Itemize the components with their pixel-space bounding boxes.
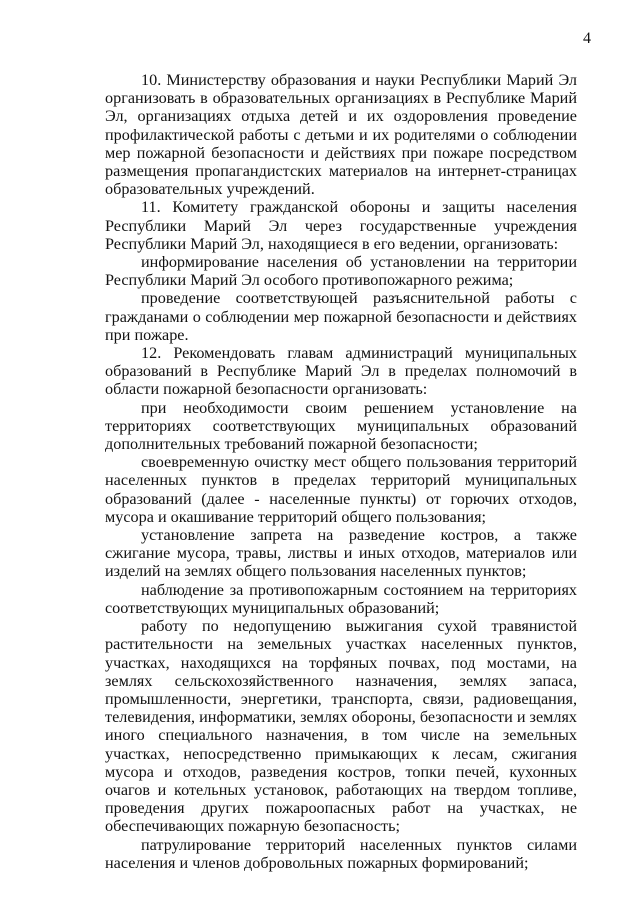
paragraph-11-informing: информирование населения об установлении на территории Республики Марий Эл особого противопожарного режима; bbox=[105, 253, 577, 290]
page-number: 4 bbox=[583, 30, 591, 47]
paragraph-11: 11. Комитету гражданской обороны и защиты населения Республики Марий Эл через государственные учреждения Республики Марий Эл, находящиеся в его ведении, организовать: bbox=[105, 198, 577, 253]
paragraph-11-explanatory-work: проведение соответствующей разъяснительной работы с гражданами о соблюдении мер пожарной безопасности и действиях при пожаре. bbox=[105, 289, 577, 344]
paragraph-12-cleaning: своевременную очистку мест общего пользования территорий населенных пунктов в пределах территорий муниципальных образований (далее - населенные пункты) от горючих отходов, мусора и окашивание территорий общего пользования; bbox=[105, 453, 577, 526]
paragraph-10: 10. Министерству образования и науки Республики Марий Эл организовать в образовательных организациях в Республике Марий Эл, организациях отдыха детей и их оздоровления проведение профилактической работы с детьми и их родителями о соблюдении мер пожарной безопасности и действиях при пожаре посредством размещения пропагандистских материалов на интернет-страницах образовательных учреждений. bbox=[105, 71, 577, 199]
paragraph-12-additional-requirements: при необходимости своим решением установление на территориях соответствующих муниципальных образований дополнительных требований пожарной безопасности; bbox=[105, 398, 577, 454]
paragraph-12-burning-ban: установление запрета на разведение костров, а также сжигание мусора, травы, листвы и иных отходов, материалов или изделий на землях общего пользования населенных пунктов; bbox=[105, 526, 577, 581]
paragraph-12-monitoring: наблюдение за противопожарным состоянием на территориях соответствующих муниципальных образований; bbox=[105, 580, 577, 617]
document-body bbox=[105, 71, 577, 872]
paragraph-12-grass-burning-prevention: работу по недопущению выжигания сухой травянистой растительности на земельных участках населенных пунктов, участках, находящихся на торфяных почвах, под мостами, на землях сельскохозяйственного назначения, землях запаса, промышленности, энергетики, транспорта, связи, радиовещания, телевидения, информатики, землях обороны, безопасности и землях иного специального назначения, в том числе на земельных участках, непосредственно примыкающих к лесам, сжигания мусора и отходов, разведения костров, топки печей, кухонных очагов и котельных установок, работающих на твердом топливе, проведения других пожароопасных работ на участках, не обеспечивающих пожарную безопасность; bbox=[105, 617, 577, 836]
paragraph-12: 12. Рекомендовать главам администраций муниципальных образований в Республике Марий Эл в пределах полномочий в области пожарной безопасности организовать: bbox=[105, 344, 577, 399]
paragraph-12-patrolling: патрулирование территорий населенных пунктов силами населения и членов добровольных пожарных формирований; bbox=[105, 835, 577, 872]
